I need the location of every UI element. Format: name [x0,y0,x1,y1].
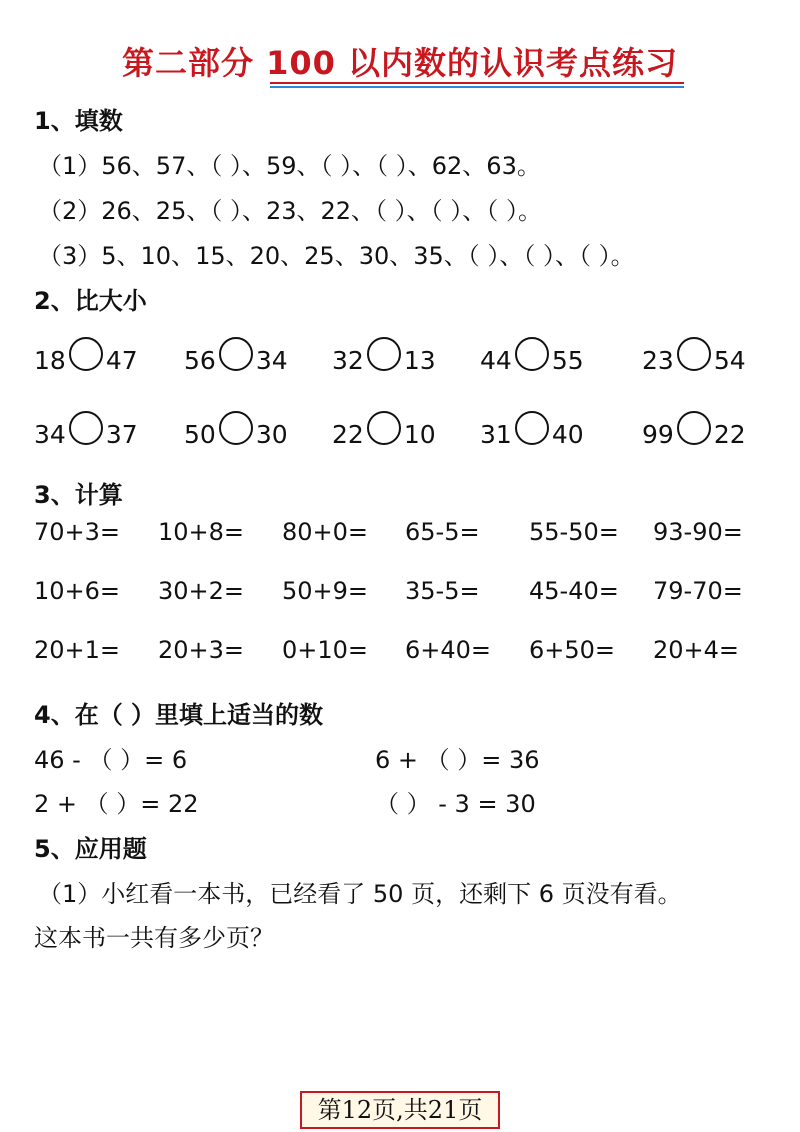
fill-line-2: （2）26、25、（ ）、23、22、（ ）、（ ）、（ ）。 [38,197,542,225]
compare-circle[interactable] [677,411,711,445]
word-problem-line-2: 这本书一共有多少页？ [34,924,274,952]
compare-item: 44 55 [480,343,584,377]
calc-item: 79-70= [653,577,743,605]
fill-equation: 6 + （ ）= 36 [375,746,540,774]
calc-item: 70+3= [34,518,121,546]
page-number-label: 第12页,共21页 [300,1091,500,1129]
calc-item: 20+4= [653,636,740,664]
fill-equation: 2 + （ ）= 22 [34,790,199,818]
compare-circle[interactable] [219,411,253,445]
compare-item: 22 10 [332,417,436,451]
calc-item: 6+40= [405,636,492,664]
compare-circle[interactable] [515,411,549,445]
compare-item: 31 40 [480,417,584,451]
compare-circle[interactable] [219,337,253,371]
calc-item: 0+10= [282,636,369,664]
fill-equation: （ ） - 3 = 30 [375,790,536,818]
section-2-heading: 2、比大小 [34,287,147,315]
title-underline-blue [270,86,684,88]
calc-item: 65-5= [405,518,480,546]
fill-line-1: （1）56、57、（ ）、59、（ ）、（ ）、62、63。 [38,152,541,180]
compare-circle[interactable] [677,337,711,371]
compare-item: 18 47 [34,343,138,377]
compare-circle[interactable] [367,411,401,445]
calc-item: 20+3= [158,636,245,664]
compare-item: 56 34 [184,343,288,377]
section-3-heading: 3、计算 [34,481,123,509]
title-underline-red [270,82,684,84]
section-4-heading: 4、在（ ）里填上适当的数 [34,701,324,729]
fill-equation: 46 - （ ）= 6 [34,746,188,774]
compare-item: 34 37 [34,417,138,451]
compare-item: 32 13 [332,343,436,377]
section-1-heading: 1、填数 [34,107,123,135]
page-title: 第二部分 100 以内数的认识考点练习 [121,44,679,82]
calc-item: 50+9= [282,577,369,605]
calc-item: 20+1= [34,636,121,664]
calc-item: 80+0= [282,518,369,546]
calc-item: 30+2= [158,577,245,605]
section-5-heading: 5、应用题 [34,835,147,863]
calc-item: 93-90= [653,518,743,546]
calc-item: 55-50= [529,518,619,546]
fill-line-3: （3）5、10、15、20、25、30、35、（ ）、（ ）、（ ）。 [38,242,635,270]
compare-circle[interactable] [69,411,103,445]
compare-circle[interactable] [367,337,401,371]
word-problem-line-1: （1）小红看一本书，已经看了 50 页，还剩下 6 页没有看。 [38,880,682,908]
calc-item: 45-40= [529,577,619,605]
calc-item: 6+50= [529,636,616,664]
compare-item: 23 54 [642,343,746,377]
compare-circle[interactable] [69,337,103,371]
calc-item: 10+6= [34,577,121,605]
compare-circle[interactable] [515,337,549,371]
calc-item: 10+8= [158,518,245,546]
calc-item: 35-5= [405,577,480,605]
compare-item: 50 30 [184,417,288,451]
compare-item: 99 22 [642,417,746,451]
